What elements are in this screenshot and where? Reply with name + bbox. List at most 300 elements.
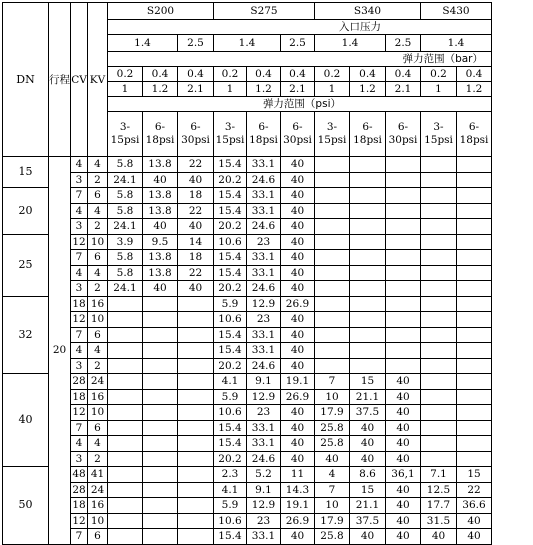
table-cell — [178, 420, 214, 436]
table-cell: 40 — [386, 420, 421, 436]
table-cell: 5.9 — [214, 498, 247, 514]
table-cell: 10.6 — [214, 513, 247, 529]
cv-value: 48 — [72, 468, 86, 481]
cv-value: 4 — [71, 157, 88, 173]
table-cell: 40 — [281, 188, 315, 204]
inlet-pressure-value: 1.4 — [108, 35, 178, 52]
table-cell — [143, 358, 178, 374]
table-cell — [386, 157, 421, 173]
table-cell — [421, 451, 457, 467]
table-row — [3, 513, 492, 529]
table-cell: 10 — [315, 498, 350, 514]
bar-range-high: 1 — [214, 82, 247, 97]
table-cell: 24.1 — [108, 172, 143, 188]
bar-range-high: 2.1 — [178, 82, 214, 97]
table-cell — [457, 172, 492, 188]
table-cell: 37.5 — [350, 405, 386, 421]
kv-value: 6 — [88, 188, 108, 204]
table-cell: 12.9 — [247, 498, 281, 514]
cv-value: 18 — [72, 499, 86, 512]
table-cell: 24.1 — [108, 281, 143, 297]
bar-range-high: 2.1 — [281, 82, 315, 97]
table-cell — [421, 389, 457, 405]
table-row — [3, 281, 492, 297]
table-row — [3, 358, 492, 374]
table-cell — [421, 343, 457, 359]
table-cell — [143, 312, 178, 328]
table-cell: 9.5 — [143, 234, 178, 250]
kv-value: 2 — [88, 451, 108, 467]
table-row — [3, 436, 492, 452]
kv-value: 10 — [88, 405, 108, 421]
table-row — [3, 467, 492, 483]
table-cell: 25.8 — [315, 436, 350, 452]
cv-value: 4 — [71, 265, 88, 281]
table-cell: 5.2 — [247, 467, 281, 483]
bar-range-low: 0.4 — [350, 67, 386, 82]
table-cell: 40 — [281, 327, 315, 343]
dn-value: 40 — [3, 374, 49, 467]
table-cell: 40 — [386, 482, 421, 498]
table-cell — [108, 327, 143, 343]
table-cell: 40 — [421, 529, 457, 545]
valve-spec-table — [2, 2, 492, 545]
table-cell: 40 — [281, 203, 315, 219]
bar-range-low: 0.4 — [281, 67, 315, 82]
kv-value: 6 — [88, 420, 108, 436]
table-cell — [421, 265, 457, 281]
table-cell — [178, 405, 214, 421]
kv-value: 4 — [88, 157, 108, 173]
spring-range-bar-title: 弹力范围（bar） — [108, 52, 492, 67]
table-cell: 5.9 — [214, 389, 247, 405]
stroke-value: 20 — [49, 157, 71, 545]
table-cell — [350, 312, 386, 328]
table-cell: 4.1 — [214, 482, 247, 498]
bar-range-low: 0.4 — [178, 67, 214, 82]
table-cell — [421, 157, 457, 173]
table-cell — [421, 436, 457, 452]
table-cell: 40 — [143, 172, 178, 188]
table-cell: 40 — [178, 281, 214, 297]
table-cell — [457, 405, 492, 421]
table-cell: 22 — [457, 482, 492, 498]
kv-value: 16 — [88, 389, 108, 405]
table-cell: 40 — [350, 436, 386, 452]
table-cell: 19.1 — [281, 374, 315, 390]
inlet-pressure-value: 2.5 — [386, 35, 421, 52]
table-cell: 36,1 — [386, 467, 421, 483]
kv-value: 4 — [88, 436, 108, 452]
table-cell — [457, 296, 492, 312]
table-cell — [386, 219, 421, 235]
inlet-pressure-value: 1.4 — [315, 35, 386, 52]
table-cell — [315, 219, 350, 235]
kv-value: 2 — [88, 172, 108, 188]
inlet-pressure-value: 2.5 — [178, 35, 214, 52]
table-cell: 15.4 — [214, 343, 247, 359]
table-cell: 40 — [386, 529, 421, 545]
table-cell: 23 — [247, 405, 281, 421]
spec-table-wrapper — [2, 2, 492, 545]
table-cell — [386, 265, 421, 281]
table-cell: 33.1 — [247, 343, 281, 359]
kv-value: 10 — [88, 234, 108, 250]
table-cell — [421, 250, 457, 266]
table-cell — [108, 529, 143, 545]
table-cell — [315, 281, 350, 297]
table-cell — [143, 327, 178, 343]
table-cell — [108, 498, 143, 514]
kv-value: 6 — [88, 327, 108, 343]
table-cell — [108, 451, 143, 467]
table-cell: 40 — [281, 281, 315, 297]
model-s430: S430 — [421, 3, 492, 20]
table-cell: 15.4 — [214, 420, 247, 436]
spring-range-psi-title: 弹力范围（psi） — [108, 97, 492, 112]
table-cell: 40 — [178, 219, 214, 235]
table-cell — [350, 219, 386, 235]
table-cell: 17.9 — [315, 513, 350, 529]
table-cell: 24.1 — [108, 219, 143, 235]
table-cell — [315, 327, 350, 343]
cv-value: 12 — [72, 406, 86, 419]
table-cell: 40 — [178, 172, 214, 188]
table-cell — [108, 358, 143, 374]
kv-value: 16 — [88, 296, 108, 312]
table-cell: 3.9 — [108, 234, 143, 250]
table-row — [3, 327, 492, 343]
table-cell: 40 — [350, 451, 386, 467]
dn-header: DN — [3, 3, 49, 157]
table-cell: 24.6 — [247, 358, 281, 374]
table-cell: 10.6 — [214, 312, 247, 328]
kv-value: 10 — [88, 312, 108, 328]
table-cell — [315, 234, 350, 250]
cv-value: 7 — [71, 420, 88, 436]
bar-range-low: 0.2 — [315, 67, 350, 82]
table-cell — [143, 296, 178, 312]
table-cell: 40 — [281, 451, 315, 467]
table-cell: 17.7 — [421, 498, 457, 514]
table-cell: 5.8 — [108, 203, 143, 219]
table-cell: 20.2 — [214, 172, 247, 188]
table-row — [3, 234, 492, 250]
table-cell — [143, 420, 178, 436]
table-cell — [386, 312, 421, 328]
table-cell — [457, 327, 492, 343]
table-cell — [178, 467, 214, 483]
table-cell: 12.9 — [247, 389, 281, 405]
table-cell: 13.8 — [143, 188, 178, 204]
table-cell: 9.1 — [247, 482, 281, 498]
table-cell — [178, 451, 214, 467]
table-cell — [315, 188, 350, 204]
table-cell: 15.4 — [214, 529, 247, 545]
table-cell: 40 — [281, 219, 315, 235]
table-cell — [108, 467, 143, 483]
table-cell: 22 — [178, 265, 214, 281]
table-row — [3, 405, 492, 421]
table-cell: 15.4 — [214, 265, 247, 281]
cv-value: 7 — [71, 327, 88, 343]
table-cell: 14.3 — [281, 482, 315, 498]
table-cell: 22 — [178, 157, 214, 173]
bar-range-low: 0.4 — [386, 67, 421, 82]
table-cell: 13.8 — [143, 265, 178, 281]
table-cell — [386, 234, 421, 250]
kv-value: 24 — [88, 374, 108, 390]
table-cell: 17.9 — [315, 405, 350, 421]
table-cell — [108, 482, 143, 498]
table-cell — [315, 358, 350, 374]
table-cell — [143, 482, 178, 498]
table-cell: 33.1 — [247, 529, 281, 545]
table-cell: 40 — [350, 420, 386, 436]
cv-value: 4 — [71, 343, 88, 359]
table-cell — [457, 234, 492, 250]
table-cell: 10.6 — [214, 234, 247, 250]
table-cell: 40 — [281, 312, 315, 328]
table-row — [3, 451, 492, 467]
table-row — [3, 482, 492, 498]
table-cell: 5.8 — [108, 188, 143, 204]
table-cell — [421, 312, 457, 328]
table-cell: 13.8 — [143, 157, 178, 173]
table-cell — [421, 327, 457, 343]
dn-value: 15 — [3, 157, 49, 188]
table-cell: 4.1 — [214, 374, 247, 390]
table-cell: 33.1 — [247, 265, 281, 281]
table-cell — [421, 203, 457, 219]
model-s200: S200 — [108, 3, 214, 20]
table-cell — [350, 296, 386, 312]
table-cell — [178, 482, 214, 498]
table-cell: 40 — [281, 250, 315, 266]
table-row — [3, 265, 492, 281]
table-cell — [457, 374, 492, 390]
table-cell — [421, 296, 457, 312]
table-cell — [350, 203, 386, 219]
cv-value: 28 — [72, 483, 86, 496]
table-cell: 11 — [281, 467, 315, 483]
table-cell — [457, 203, 492, 219]
table-cell — [350, 265, 386, 281]
bar-range-low: 0.4 — [457, 67, 492, 82]
model-s275: S275 — [214, 3, 315, 20]
table-cell: 33.1 — [247, 188, 281, 204]
table-cell: 40 — [281, 436, 315, 452]
kv-value: 41 — [88, 467, 108, 483]
table-cell: 21.1 — [350, 389, 386, 405]
table-cell: 7 — [315, 482, 350, 498]
table-cell — [350, 172, 386, 188]
table-cell: 33.1 — [247, 420, 281, 436]
table-cell — [421, 219, 457, 235]
table-cell: 33.1 — [247, 327, 281, 343]
table-cell — [178, 498, 214, 514]
table-cell: 15 — [457, 467, 492, 483]
psi-range: 3-15psi — [108, 112, 143, 157]
table-cell: 40 — [386, 405, 421, 421]
table-cell: 9.1 — [247, 374, 281, 390]
table-cell — [178, 358, 214, 374]
table-cell: 40 — [386, 389, 421, 405]
table-cell — [315, 250, 350, 266]
table-cell: 20.2 — [214, 451, 247, 467]
table-cell: 15.4 — [214, 327, 247, 343]
bar-range-high: 1 — [108, 82, 143, 97]
table-cell: 40 — [386, 498, 421, 514]
table-cell — [421, 420, 457, 436]
cv-value: 12 — [72, 235, 86, 248]
table-cell: 5.8 — [108, 157, 143, 173]
table-row — [3, 219, 492, 235]
cv-value: 3 — [71, 219, 88, 235]
table-cell — [350, 157, 386, 173]
model-s340: S340 — [315, 3, 421, 20]
cv-value: 12 — [72, 313, 86, 326]
cv-value: 7 — [71, 188, 88, 204]
bar-range-low: 0.4 — [247, 67, 281, 82]
table-cell: 40 — [143, 281, 178, 297]
table-cell: 23 — [247, 312, 281, 328]
table-cell — [350, 250, 386, 266]
table-cell — [178, 296, 214, 312]
cv-value: 3 — [71, 451, 88, 467]
table-cell: 19.1 — [281, 498, 315, 514]
table-row — [3, 374, 492, 390]
kv-value: 4 — [88, 343, 108, 359]
inlet-pressure-value: 1.4 — [421, 35, 492, 52]
table-cell: 40 — [457, 529, 492, 545]
psi-range: 6-18psi — [143, 112, 178, 157]
kv-value: 4 — [88, 265, 108, 281]
table-cell — [143, 405, 178, 421]
table-cell — [386, 203, 421, 219]
table-cell: 20.2 — [214, 219, 247, 235]
table-cell — [350, 358, 386, 374]
table-cell — [457, 358, 492, 374]
bar-range-high: 1 — [315, 82, 350, 97]
table-cell — [178, 343, 214, 359]
table-cell — [457, 312, 492, 328]
table-cell — [457, 265, 492, 281]
kv-value: 6 — [88, 529, 108, 545]
table-cell — [315, 343, 350, 359]
bar-range-high: 1.2 — [457, 82, 492, 97]
table-cell: 33.1 — [247, 250, 281, 266]
table-cell — [386, 343, 421, 359]
psi-range: 6-18psi — [457, 112, 492, 157]
table-row — [3, 296, 492, 312]
table-cell — [421, 405, 457, 421]
table-cell: 33.1 — [247, 157, 281, 173]
table-cell: 23 — [247, 513, 281, 529]
table-cell — [386, 327, 421, 343]
table-cell: 25.8 — [315, 420, 350, 436]
table-cell — [386, 172, 421, 188]
kv-value: 4 — [88, 203, 108, 219]
table-cell — [421, 234, 457, 250]
table-row — [3, 420, 492, 436]
table-row — [3, 312, 492, 328]
inlet-pressure-value: 2.5 — [281, 35, 315, 52]
table-cell: 5.8 — [108, 250, 143, 266]
table-cell — [457, 343, 492, 359]
dn-value: 20 — [3, 188, 49, 235]
bar-range-high: 1.2 — [247, 82, 281, 97]
table-cell: 10.6 — [214, 405, 247, 421]
table-cell: 40 — [281, 358, 315, 374]
table-cell — [143, 498, 178, 514]
bar-range-low: 0.2 — [108, 67, 143, 82]
table-cell: 15.4 — [214, 157, 247, 173]
table-cell — [386, 281, 421, 297]
table-cell: 36.6 — [457, 498, 492, 514]
table-cell — [143, 467, 178, 483]
table-cell: 40 — [386, 451, 421, 467]
table-cell: 40 — [281, 265, 315, 281]
table-cell — [421, 281, 457, 297]
table-cell: 26.9 — [281, 513, 315, 529]
dn-value: 50 — [3, 467, 49, 545]
table-cell — [421, 358, 457, 374]
psi-range: 3-15psi — [421, 112, 457, 157]
kv-value: 6 — [88, 250, 108, 266]
table-cell: 15.4 — [214, 188, 247, 204]
cv-value: 18 — [72, 297, 86, 310]
table-cell — [108, 343, 143, 359]
table-cell — [386, 358, 421, 374]
table-row — [3, 157, 492, 173]
table-cell: 24.6 — [247, 451, 281, 467]
table-cell — [457, 188, 492, 204]
kv-value: 2 — [88, 219, 108, 235]
table-cell — [457, 157, 492, 173]
table-cell — [315, 172, 350, 188]
psi-range: 3-15psi — [214, 112, 247, 157]
table-cell: 5.9 — [214, 296, 247, 312]
stroke-header: 行程 — [49, 3, 71, 157]
table-cell: 18 — [178, 250, 214, 266]
table-cell: 24.6 — [247, 281, 281, 297]
table-cell — [386, 296, 421, 312]
table-cell: 2.3 — [214, 467, 247, 483]
table-cell — [421, 172, 457, 188]
bar-range-low: 0.2 — [214, 67, 247, 82]
table-cell — [108, 374, 143, 390]
table-cell — [178, 513, 214, 529]
table-row — [3, 188, 492, 204]
table-cell — [350, 281, 386, 297]
psi-range: 6-18psi — [247, 112, 281, 157]
table-cell: 40 — [386, 436, 421, 452]
table-row — [3, 172, 492, 188]
table-cell: 40 — [281, 234, 315, 250]
table-cell: 40 — [281, 405, 315, 421]
table-cell — [178, 374, 214, 390]
cv-value: 3 — [71, 358, 88, 374]
bar-range-high: 2.1 — [386, 82, 421, 97]
kv-value: 16 — [88, 498, 108, 514]
table-cell — [108, 436, 143, 452]
dn-value: 32 — [3, 296, 49, 374]
table-row — [3, 250, 492, 266]
table-cell: 37.5 — [350, 513, 386, 529]
table-row — [3, 343, 492, 359]
table-cell: 13.8 — [143, 203, 178, 219]
